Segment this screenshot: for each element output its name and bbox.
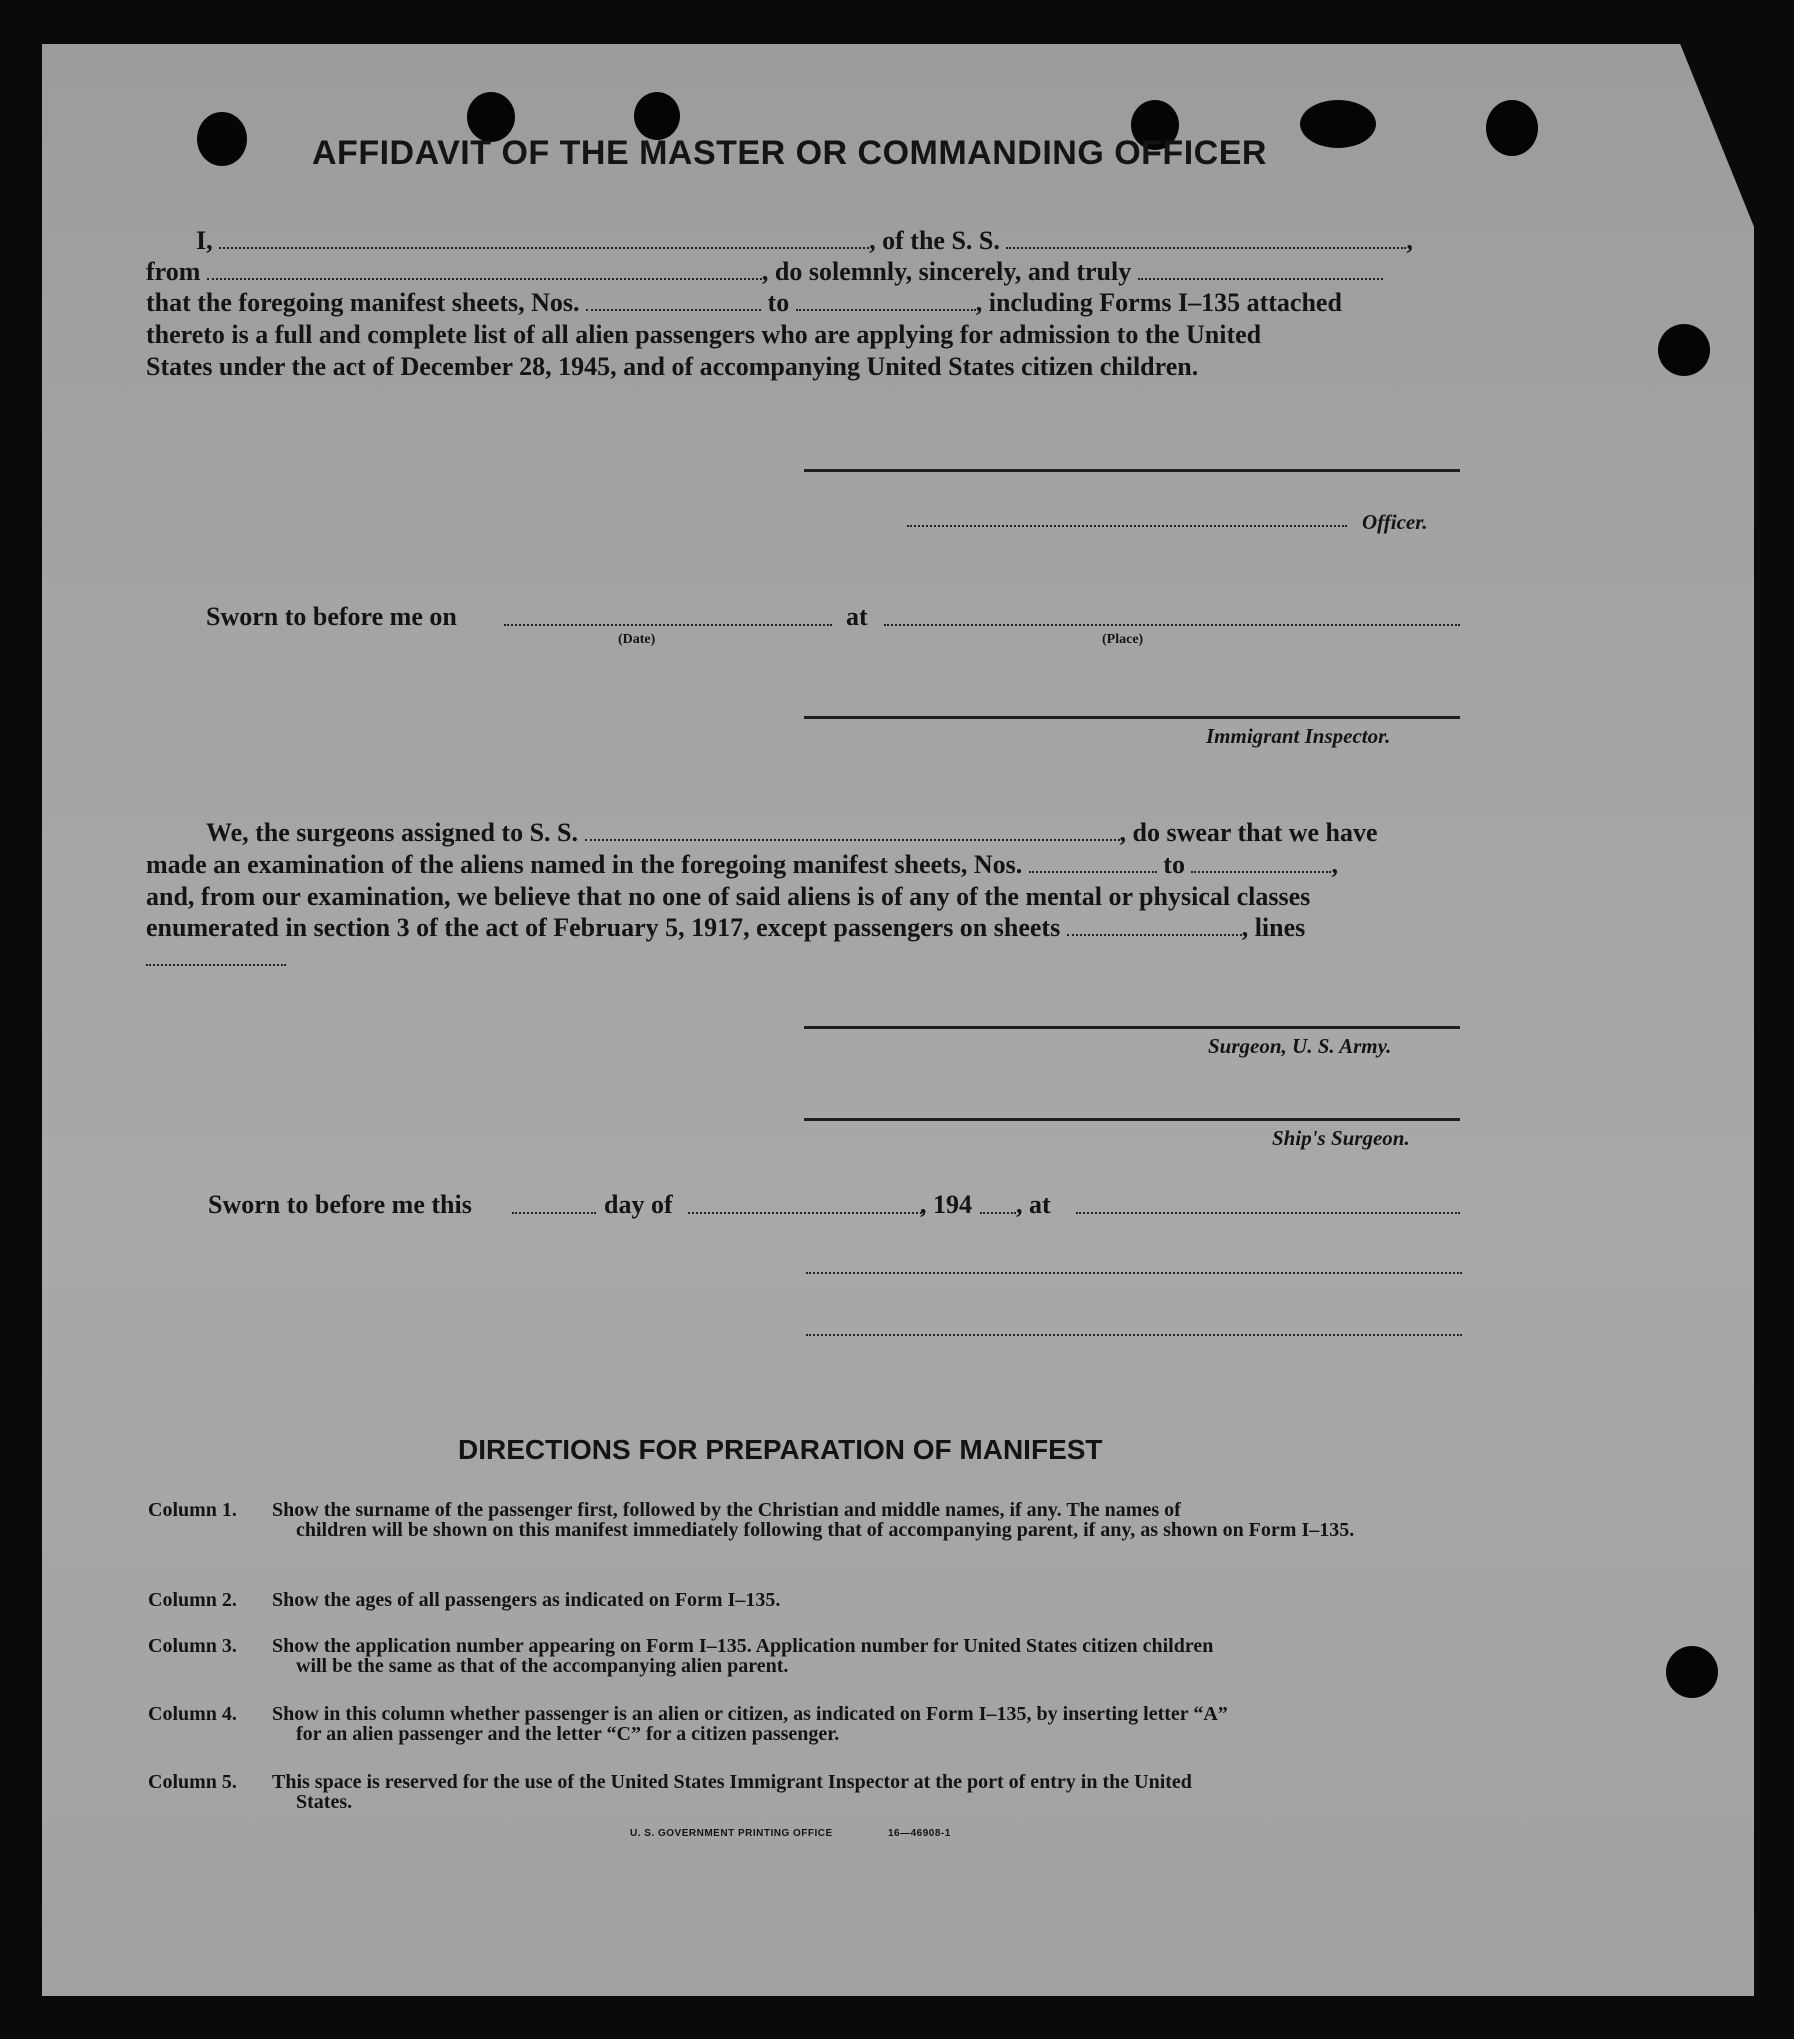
surgeons-line2-b: to	[1163, 850, 1185, 879]
surgeons-sheets-to-field[interactable]	[1191, 870, 1331, 873]
affidavit-line2-b: , do solemnly, sincerely, and truly	[761, 257, 1132, 286]
surgeons-line1-b: , do swear that we have	[1119, 818, 1378, 847]
direction-text-line: Show the surname of the passenger first, followed by the Christian and middle names, if any. The names of	[272, 1499, 1181, 1521]
sworn-day-field[interactable]	[512, 1212, 596, 1214]
direction-text	[272, 1590, 1448, 1610]
sworn-2-text-b: day of	[604, 1190, 673, 1219]
direction-text-cont: States.	[296, 1791, 353, 1813]
sworn-2-text-c: , 194	[920, 1190, 972, 1219]
punch-hole	[634, 92, 680, 140]
surgeons-line2-a: made an examination of the aliens named in the foregoing manifest sheets, Nos.	[146, 850, 1023, 879]
sworn-1-text-a: Sworn to before me on	[206, 602, 457, 631]
excepted-sheets-field[interactable]	[1067, 933, 1242, 936]
surgeons-sheets-from-field[interactable]	[1029, 870, 1157, 873]
directions-title: DIRECTIONS FOR PREPARATION OF MANIFEST	[458, 1434, 1103, 1465]
sworn-2-signature-line[interactable]	[806, 1272, 1462, 1274]
sworn-place-field[interactable]	[884, 624, 1460, 626]
direction-text-cont: children will be shown on this manifest immediately following that of accompanying parent, if any, as shown on Form I–135.	[296, 1519, 1355, 1541]
affidavit-line3-a: that the foregoing manifest sheets, Nos.	[146, 288, 580, 317]
oath-field[interactable]	[1138, 277, 1383, 280]
direction-column-4	[148, 1704, 1478, 1748]
sheets-to-field[interactable]	[796, 308, 976, 311]
affidavit-line1-a: I,	[196, 226, 213, 255]
officer-title-line[interactable]	[907, 525, 1347, 527]
direction-text	[272, 1704, 1448, 1744]
form-code: 16—46908-1	[888, 1828, 951, 1839]
direction-label: Column 3.	[148, 1635, 237, 1657]
sworn-2-title-line[interactable]	[806, 1334, 1462, 1336]
punch-hole	[1658, 324, 1710, 376]
punch-hole	[1666, 1646, 1718, 1698]
direction-label: Column 5.	[148, 1771, 237, 1793]
sworn-date-field[interactable]	[504, 624, 832, 626]
surgeons-line-4	[146, 913, 1305, 943]
surgeons-line1-a: We, the surgeons assigned to S. S.	[206, 818, 578, 847]
port-from-field[interactable]	[207, 277, 762, 280]
surgeons-line-3: and, from our examination, we believe that no one of said aliens is of any of the mental or physical classes	[146, 882, 1311, 911]
surgeons-line-1	[206, 818, 1378, 848]
affidavit-line3-c: , including Forms I–135 attached	[975, 288, 1342, 317]
army-surgeon-signature-line[interactable]	[804, 1026, 1460, 1029]
direction-text-line: Show the ages of all passengers as indicated on Form I–135.	[272, 1589, 781, 1611]
inspector-signature-line[interactable]	[804, 716, 1460, 719]
sworn-2-place-field[interactable]	[1076, 1212, 1460, 1214]
affidavit-line-1	[196, 226, 1413, 256]
affidavit-line-2	[146, 257, 1383, 287]
surgeons-line4-a: enumerated in section 3 of the act of February 5, 1917, except passengers on sheets	[146, 913, 1061, 942]
punch-hole	[197, 112, 247, 166]
direction-text-line: This space is reserved for the use of the United States Immigrant Inspector at the port of entry in the United	[272, 1771, 1192, 1793]
master-signature-line[interactable]	[804, 469, 1460, 472]
surgeons-line4-b: , lines	[1241, 913, 1306, 942]
officer-label: Officer.	[1362, 510, 1428, 534]
excepted-lines-field[interactable]	[146, 964, 286, 966]
direction-text-cont: will be the same as that of the accompanying alien parent.	[296, 1655, 789, 1677]
direction-column-5	[148, 1772, 1478, 1816]
affidavit-line3-b: to	[767, 288, 790, 317]
direction-text-line: Show the application number appearing on Form I–135. Application number for United States citizen children	[272, 1635, 1214, 1657]
surgeons-line-2	[146, 850, 1338, 880]
direction-label: Column 2.	[148, 1589, 237, 1611]
direction-column-1	[148, 1500, 1478, 1564]
affidavit-title: AFFIDAVIT OF THE MASTER OR COMMANDING OFFICER	[312, 134, 1267, 172]
sworn-year-field[interactable]	[980, 1212, 1016, 1214]
ship-surgeon-label: Ship's Surgeon.	[1272, 1126, 1410, 1150]
punch-hole	[1486, 100, 1538, 156]
affidavit-line2-a: from	[146, 257, 201, 286]
place-caption: (Place)	[1102, 632, 1144, 647]
form-page	[42, 44, 1754, 1996]
affidavit-line-5: States under the act of December 28, 1945, and of accompanying United States citizen children.	[146, 352, 1199, 381]
sworn-month-field[interactable]	[688, 1212, 922, 1214]
torn-corner	[1664, 44, 1754, 236]
sworn-2-text-a: Sworn to before me this	[208, 1190, 472, 1219]
sworn-1-text-b: at	[846, 602, 868, 631]
affidavit-line1-b: , of the S. S.	[869, 226, 1000, 255]
direction-text	[272, 1636, 1448, 1676]
army-surgeon-label: Surgeon, U. S. Army.	[1208, 1034, 1392, 1058]
affidavit-line1-c: ,	[1406, 226, 1413, 255]
date-caption: (Date)	[618, 632, 656, 647]
sheets-from-field[interactable]	[586, 308, 761, 311]
direction-label: Column 1.	[148, 1499, 237, 1521]
surgeons-ship-field[interactable]	[585, 838, 1120, 841]
punch-hole	[1300, 100, 1376, 148]
direction-text-line: Show in this column whether passenger is an alien or citizen, as indicated on Form I–135, by inserting letter “A”	[272, 1703, 1228, 1725]
direction-text-cont: for an alien passenger and the letter “C” for a citizen passenger.	[296, 1723, 840, 1745]
affidavit-line-3	[146, 288, 1342, 318]
ship-name-field[interactable]	[1006, 246, 1406, 249]
direction-text	[272, 1772, 1448, 1812]
direction-column-2	[148, 1590, 1478, 1614]
direction-text	[272, 1500, 1448, 1540]
ship-surgeon-signature-line[interactable]	[804, 1118, 1460, 1121]
sworn-2-text-d: , at	[1016, 1190, 1051, 1219]
master-name-field[interactable]	[219, 246, 869, 249]
printer-imprint: U. S. GOVERNMENT PRINTING OFFICE	[630, 1828, 833, 1839]
inspector-label: Immigrant Inspector.	[1206, 724, 1391, 748]
surgeons-line2-c: ,	[1331, 850, 1338, 879]
direction-label: Column 4.	[148, 1703, 237, 1725]
direction-column-3	[148, 1636, 1478, 1680]
affidavit-line-4: thereto is a full and complete list of all alien passengers who are applying for admission to the United	[146, 320, 1262, 349]
